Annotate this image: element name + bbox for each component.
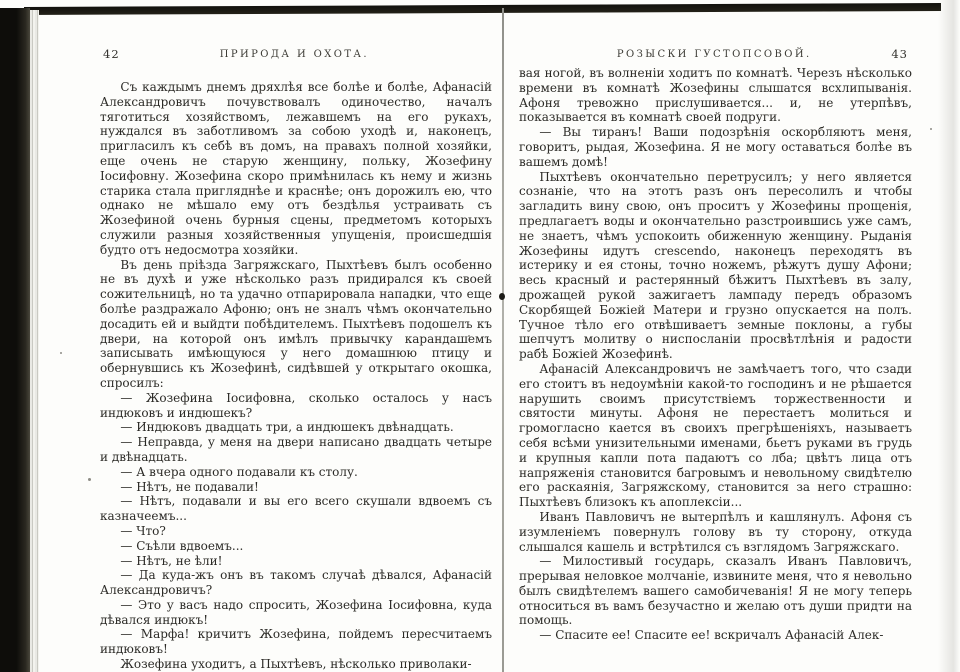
paragraph: — Нѣтъ, не подавали! — [120, 479, 259, 494]
paragraph: — Жозефина Іосифовна, сколько осталось у насъ индюковъ и индюшекъ? — [100, 390, 492, 420]
scan-spine-edge — [0, 8, 30, 672]
paragraph: — Вы тиранъ! Ваши подозрѣнія оскорбляютъ меня, говоритъ, рыдая, Жозефина. Я не могу оставаться болѣе въ вашемъ домѣ! — [519, 125, 912, 169]
paragraph: — Нѣтъ, подавали и вы его всего скушали вдвоемъ съ казначеемъ... — [100, 494, 492, 524]
paragraph: — Милостивый государь, сказалъ Иванъ Павловичъ, прерывая неловкое молчаніе, извините меня, что я невольно былъ свидѣтелемъ вашего самобичеванія! Я не могу теперь относиться въ вамъ безучастно и желаю отъ души придти на помощь. — [519, 554, 912, 628]
paragraph: Жозефина уходитъ, а Пыхтѣевъ, нѣсколько приволаки- — [120, 657, 472, 672]
left-page-text — [100, 80, 492, 672]
paragraph: Въ день пріѣзда Загряжскаго, Пыхтѣевъ былъ особенно не въ духѣ и уже нѣсколько разъ придирался къ своей сожительницѣ, но та удачно отпарировала нападки, что еще болѣе раздражало Афоню; онъ не зналъ чѣмъ окончательно досадить ей и выйдти побѣдителемъ. Пыхтѣевъ подошелъ къ двери, на которой онъ имѣлъ привычку карандашемъ записывать имѣющуюся у него домашнюю птицу и обернувшись къ Жозефинѣ, сидѣвшей у открытаго окошка, спросилъ: — [100, 257, 492, 390]
paragraph: — Индюковъ двадцать три, а индюшекъ двѣнадцать. — [120, 420, 454, 435]
right-page-edge — [938, 0, 960, 672]
paragraph: Пыхтѣевъ окончательно перетрусилъ; у него является сознаніе, что на этотъ разъ онъ пересолилъ и чтобы загладить вину свою, онъ проситъ у Жозефины прощенія, предлагаетъ воды и окончательно разстроившись уже самъ, не знаетъ, чѣмъ успокоить обиженную женщину. Рыданія Жозефины идутъ crescendo, наконецъ переходятъ въ истерику и ея стоны, точно ножемъ, рѣжутъ душу Афони; весь красный и растерянный бѣжитъ Пыхтѣевъ въ залу, дрожащей рукой зажигаетъ лампаду передъ образомъ Скорбящей Божіей Матери и грузно опускается на полъ. Тучное тѣло его отвѣшиваетъ земные поклоны, а губы шепчутъ молитву о ниспосланіи просвѣтлѣнія и радости рабѣ Божіей Жозефинѣ. — [519, 169, 912, 362]
paragraph: Афанасій Александровичъ не замѣчаетъ того, что сзади его стоитъ въ недоумѣніи какой-то господинъ и не рѣшается нарушить своимъ присутствіемъ торжественности и святости минуты. Афоня не перестаетъ молиться и громогласно кается въ своихъ прегрѣшеніяхъ, называетъ себя всѣми унизительными именами, бьетъ руками въ грудь и крупныя капли пота падаютъ со лба; цвѣтъ лица отъ напряженія становится багровымъ и невольному свидѣтелю его раскаянія, Загряжскому, становится за него страшно: Пыхтѣевъ близокъ къ апоплексіи... — [519, 361, 912, 510]
left-page-number: 42 — [103, 47, 120, 61]
paragraph: — Нѣтъ, не ѣли! — [120, 553, 223, 568]
paragraph: — Это у васъ надо спросить, Жозефина Іосифовна, куда дѣвался индюкъ! — [100, 597, 492, 627]
paragraph: — Спасите ее! Спасите ее! вскричалъ Афанасій Алек- — [539, 628, 884, 643]
left-running-head: ПРИРОДА И ОХОТА. — [219, 49, 369, 60]
paragraph: Съ каждымъ днемъ дряхлѣя все болѣе и болѣе, Афанасій Александровичъ почувствовалъ одиночество, началъ тяготиться хозяйствомъ, лежавшемъ на его рукахъ, нуждался въ заботливомъ за собою уходѣ и, наконецъ, пригласилъ къ себѣ въ домъ, на правахъ полной хозяйки, еще очень не старую женщину, польку, Жозефину Іосифовну. Жозефина скоро примѣнилась къ нему и жизнь старика стала пригляднѣе и краснѣе; онъ дорожилъ ею, что однако не мѣшало ему отъ бездѣлья устраивать съ Жозефиной очень бурныя сцены, предметомъ которыхъ служили разныя хозяйственныя упущенія, происшедшія будто отъ недосмотра хозяйки. — [100, 80, 492, 257]
paragraph: — Съѣли вдвоемъ... — [120, 538, 244, 553]
right-running-head: РОЗЫСКИ ГУСТОПСОВОЙ. — [616, 49, 812, 60]
left-page — [39, 14, 502, 672]
page-stack-edges — [30, 10, 39, 672]
right-page-number: 43 — [891, 47, 908, 61]
paragraph: — А вчера одного подавали къ столу. — [120, 464, 358, 479]
paragraph: — Что? — [120, 523, 166, 538]
paragraph: — Неправда, у меня на двери написано двадцать четыре и двѣнадцать. — [100, 435, 492, 464]
right-page — [504, 14, 940, 664]
paragraph: — Марфа! кричитъ Жозефина, пойдемъ пересчитаемъ индюковъ! — [100, 627, 492, 657]
paragraph: Иванъ Павловичъ не вытерпѣлъ и кашлянулъ. Афоня съ изумленіемъ повернулъ голову въ ту сторону, откуда слышался кашель и встрѣтился съ взглядомъ Загряжскаго. — [519, 509, 912, 554]
paragraph: вая ногой, въ волненіи ходитъ по комнатѣ. Черезъ нѣсколько времени въ комнатѣ Жозефины слышатся всхлипыванія. Афоня тревожно прислушивается... и, не утерпѣвъ, показывается въ комнатѣ своей подруги. — [519, 66, 912, 125]
paragraph: — Да куда-жъ онъ въ такомъ случаѣ дѣвался, Афанасій Александровичъ? — [100, 568, 492, 598]
right-page-text — [519, 66, 912, 643]
